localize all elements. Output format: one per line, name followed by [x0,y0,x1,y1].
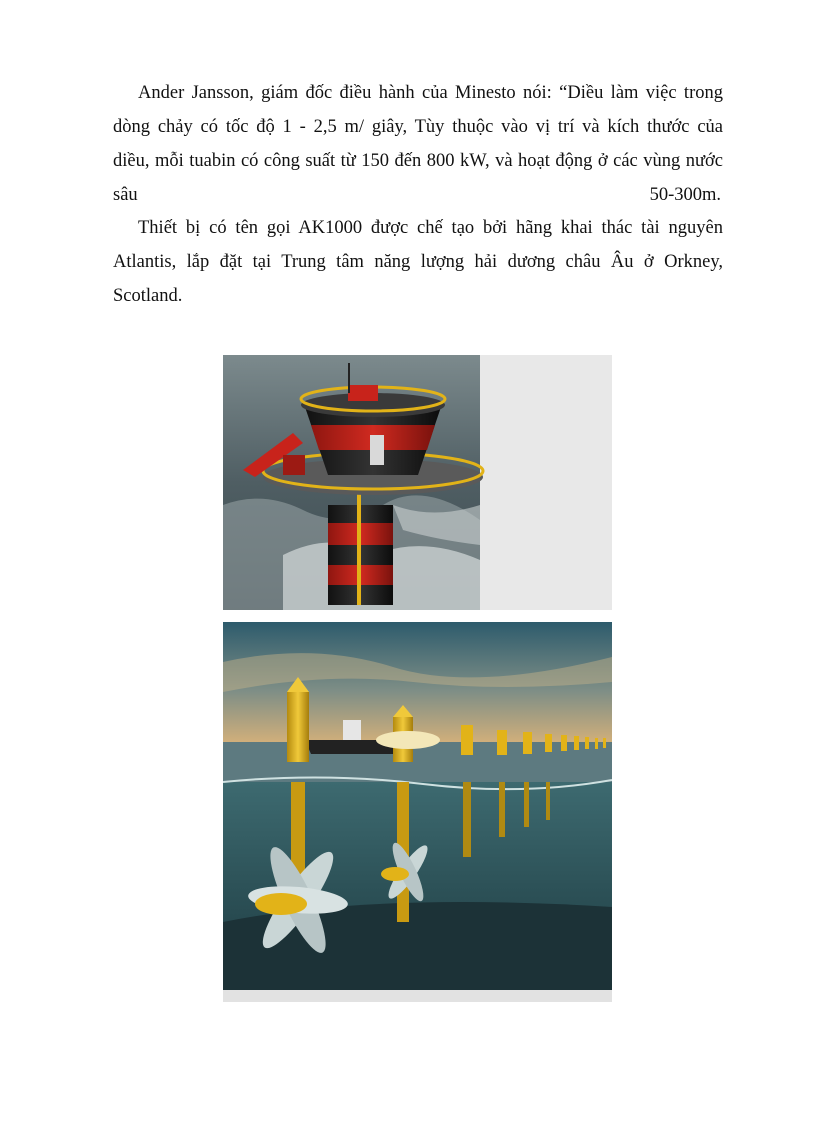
turbine-pile-5 [524,782,529,827]
photo-margin [480,355,612,610]
turbine-tower-10 [595,738,598,749]
paragraph-2 [113,211,723,313]
paragraph-1-line-4-right: 50-300m. [649,185,721,205]
photo-margin-bottom [223,990,612,1002]
paragraph-1-line-1: Ander Jansson, giám đốc điều hành của Minesto nói: “Diều làm việc trong [138,83,723,103]
paragraph-2-line-3: Scotland. [113,286,183,306]
paragraph-2-line-2: Atlantis, lắp đặt tại Trung tâm năng lượng hải dương châu Âu ở Orkney, [113,252,723,272]
turbine-pile-4 [499,782,505,837]
paragraph-1-line-2: dòng chảy có tốc độ 1 - 2,5 m/ giây, Tùy thuộc vào vị trí và kích thước của [113,117,723,137]
turbine-pile-6 [546,782,550,820]
paragraph-2-line-1: Thiết bị có tên gọi AK1000 được chế tạo bởi hãng khai thác tài nguyên [138,218,723,238]
turbine-tower-5 [523,732,532,754]
tidal-turbine-illustration [223,622,612,1002]
tidal-turbine-array-render [223,622,612,1002]
turbine-tower-11 [603,738,606,748]
turbine-tower-3 [461,725,473,755]
offshore-tower-illustration [223,355,612,610]
turbine-tower-7 [561,735,567,751]
turbine-nacelle-2 [376,731,440,749]
deck-cabin [348,385,378,401]
mast [348,363,350,393]
turbine-tower-4 [497,730,507,755]
turbine-tower-6 [545,734,552,752]
paragraph-1-line-3: diều, mỗi tuabin có công suất từ 150 đến 800 kW, và hoạt động ở các vùng nước [113,151,723,171]
crane-base [283,455,305,475]
turbine-tower-1 [287,692,309,762]
turbine-tower-8 [574,736,579,750]
ship-bridge [343,720,361,740]
turbine-tower-9 [585,737,589,749]
paragraph-1 [113,76,723,212]
paragraph-1-line-4-left: sâu [113,185,138,205]
paragraph-1-line-4 [113,178,723,212]
tower-door [370,435,384,465]
offshore-tower-photo [223,355,612,610]
turbine-pile-3 [463,782,471,857]
